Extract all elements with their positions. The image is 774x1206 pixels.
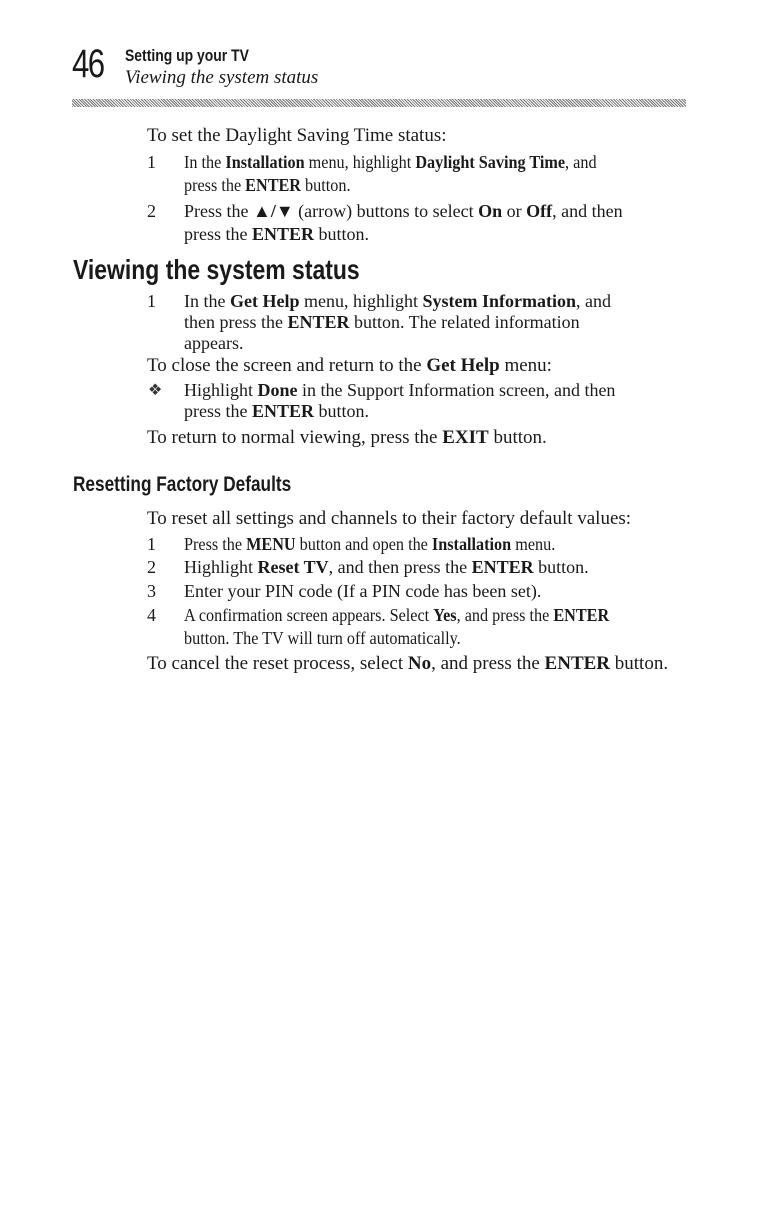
- reset-cancel-instruction: To cancel the reset process, select No, and press the ENTER button.: [147, 653, 669, 674]
- diamond-bullet-icon: ❖: [148, 382, 163, 399]
- reset-step3-text: Enter your PIN code (If a PIN code has been set).: [184, 581, 542, 601]
- dst-step1-text: In the Installation menu, highlight Daylight Saving Time, and: [184, 152, 597, 172]
- section-subtitle: Viewing the system status: [125, 67, 319, 88]
- reset-heading: Resetting Factory Defaults: [73, 473, 292, 496]
- reset-step3-number: 3: [147, 581, 156, 601]
- viewing-bullet-text-line2: press the ENTER button.: [184, 401, 370, 421]
- dst-step2-text: Press the ▲/▼ (arrow) buttons to select On or Off, and then: [184, 201, 623, 221]
- viewing-step1-text-line3: appears.: [184, 333, 244, 353]
- reset-step4-text: A confirmation screen appears. Select Yes, and press the ENTER: [184, 605, 610, 625]
- viewing-bullet-text: Highlight Done in the Support Information screen, and then: [184, 380, 616, 400]
- viewing-heading: Viewing the system status: [73, 254, 360, 285]
- dst-step2-number: 2: [147, 201, 156, 221]
- reset-step4-number: 4: [147, 605, 156, 625]
- reset-step1-number: 1: [147, 534, 156, 554]
- chapter-title: Setting up your TV: [125, 46, 249, 65]
- viewing-step1-text-line2: then press the ENTER button. The related information: [184, 312, 580, 332]
- page-number: 46: [72, 42, 104, 86]
- dst-step2-text-line2: press the ENTER button.: [184, 224, 370, 244]
- dst-intro: To set the Daylight Saving Time status:: [147, 125, 447, 146]
- reset-intro: To reset all settings and channels to their factory default values:: [147, 508, 632, 529]
- viewing-step1-number: 1: [147, 291, 156, 311]
- viewing-return-instruction: To return to normal viewing, press the EXIT button.: [147, 427, 547, 448]
- reset-step2-number: 2: [147, 557, 156, 577]
- dst-step1-text-line2: press the ENTER button.: [184, 175, 351, 195]
- reset-step4-text-line2: button. The TV will turn off automatically.: [184, 628, 461, 648]
- reset-step2-text: Highlight Reset TV, and then press the ENTER button.: [184, 557, 589, 577]
- reset-step1-text: Press the MENU button and open the Installation menu.: [184, 534, 556, 554]
- dst-step1-number: 1: [147, 152, 156, 172]
- viewing-step1-text: In the Get Help menu, highlight System Information, and: [184, 291, 611, 311]
- viewing-close-instruction: To close the screen and return to the Get Help menu:: [147, 355, 552, 376]
